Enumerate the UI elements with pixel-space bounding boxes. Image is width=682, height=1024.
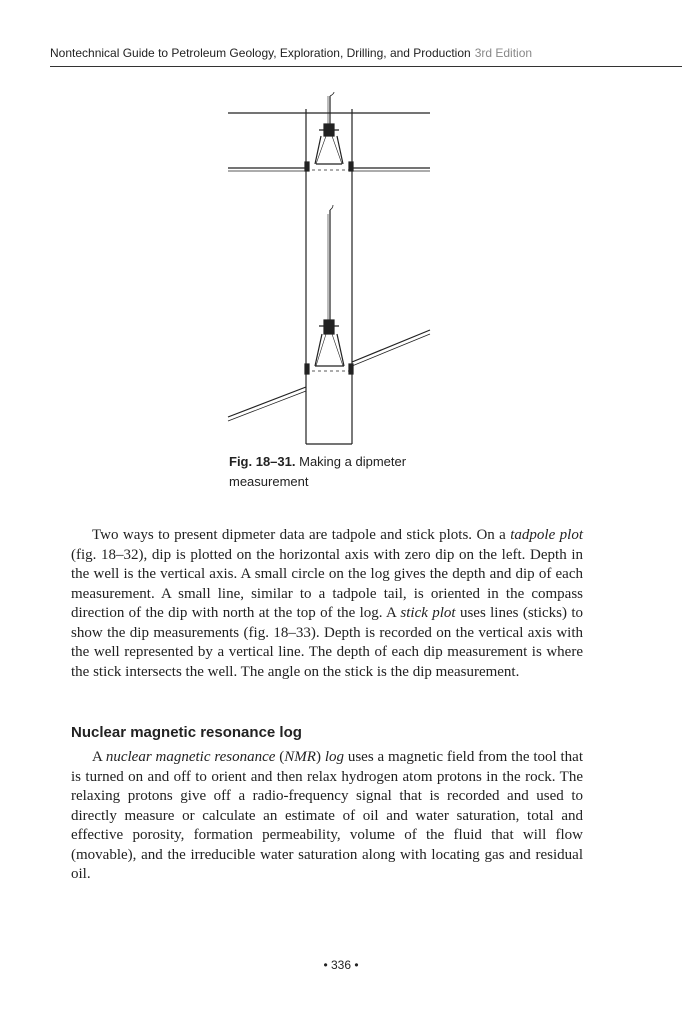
page-number: • 336 • (323, 958, 359, 972)
dipmeter-diagram (226, 92, 432, 448)
text-run: ) (315, 749, 325, 765)
figure-caption (229, 452, 449, 492)
paragraph-plots (71, 526, 583, 682)
figure-caption-text: Making a dipmeter measurement (229, 454, 407, 489)
book-title: Nontechnical Guide to Petroleum Geology, Exploration, Drilling, and Production (50, 46, 471, 60)
figure-label: Fig. 18–31. (229, 454, 296, 469)
text-run: Two ways to present dipmeter data are tadpole and stick plots. On a (92, 527, 511, 543)
text-run: uses lines (sticks) to show the dip measurements (fig. 18–33). Depth is recorded on the vertical axis with the well represented by a vertical line. The depth of each dip measurement is where the stick intersects the well. The angle on the stick is the dip measurement. (71, 605, 583, 680)
text-run: (fig. 18–32), dip is plotted on the horizontal axis with zero dip on the left. Depth in the well is the vertical axis. A small circle on the log gives the depth and dip of each measurement. A small line, similar to a tadpole tail, is oriented in the compass direction of the dip with north at the top of the log. A (71, 546, 583, 621)
term-log: log (324, 749, 344, 765)
dipping-bed-line (228, 387, 306, 417)
term-tadpole-plot: tadpole plot (510, 527, 584, 543)
dipmeter-tool-upper (305, 92, 353, 171)
term-nmr-abbrev: NMR (284, 749, 316, 765)
book-edition: 3rd Edition (474, 46, 533, 60)
dipmeter-tool-lower (305, 205, 353, 374)
paragraph-nmr (71, 748, 583, 885)
term-nmr: nuclear magnetic resonance (105, 749, 276, 765)
text-run: A (92, 749, 106, 765)
header-rule (50, 66, 682, 67)
section-heading: Nuclear magnetic resonance log (71, 724, 302, 741)
text-run: ( (275, 749, 285, 765)
running-header (50, 46, 682, 60)
term-stick-plot: stick plot (400, 605, 456, 621)
text-run: uses a magnetic field from the tool that is turned on and off to orient and then relax hydrogen atom protons in the rock. The relaxing protons give off a radio-frequency signal that is recorded and used to directly measure or calculate an estimate of oil and water saturation, total and effective porosity, formation permeability, volume of the fluid that will flow (movable), and the irreducible water saturation along with locating gas and residual oil. (71, 749, 583, 882)
